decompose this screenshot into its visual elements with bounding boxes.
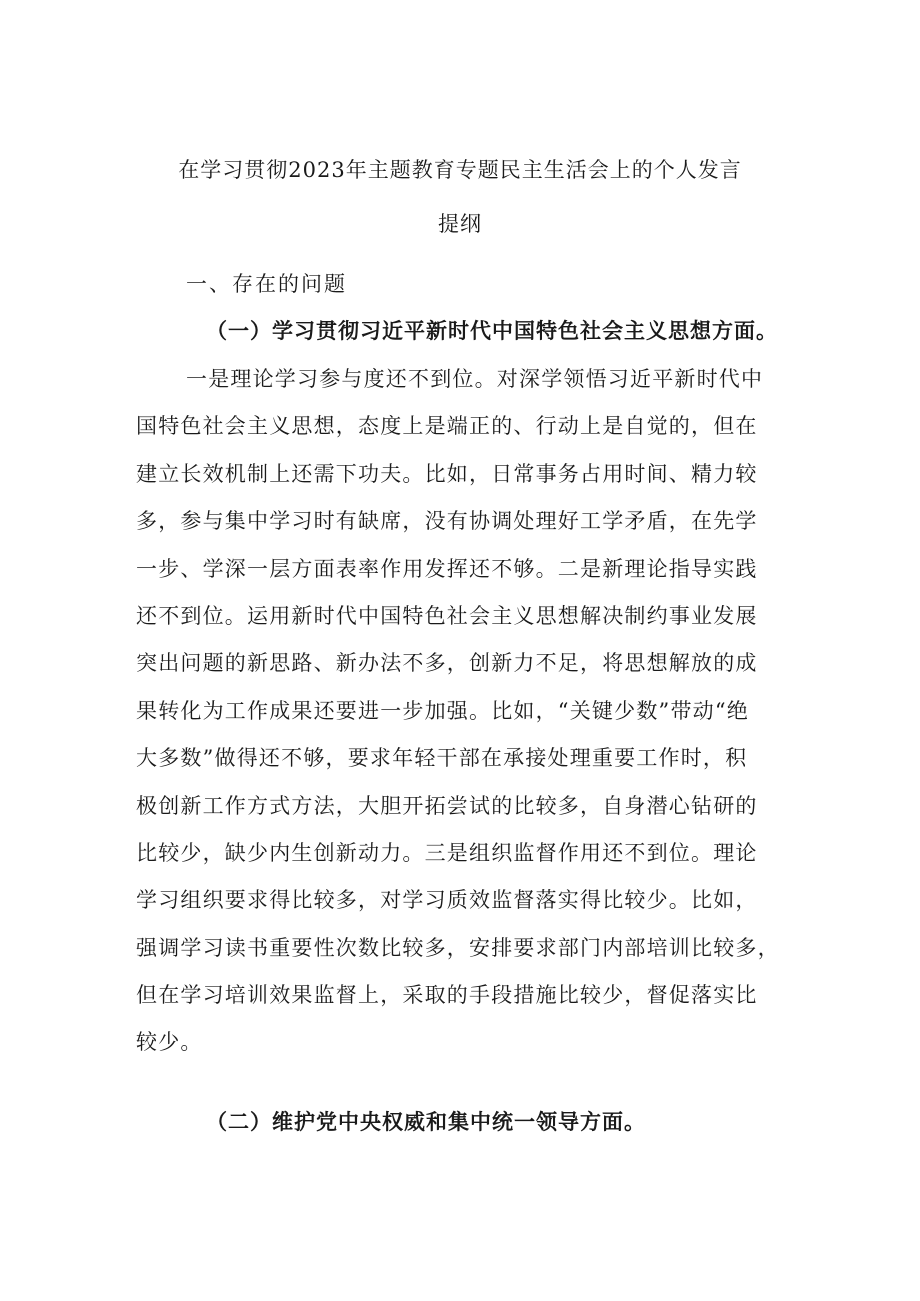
paragraph-line: 但在学习培训效果监督上，采取的手段措施比较少，督促落实比 — [136, 983, 758, 1008]
paragraph-line: 强调学习读书重要性次数比较多，安排要求部门内部培训比较多， — [136, 935, 780, 960]
paragraph-line: 还不到位。运用新时代中国特色社会主义思想解决制约事业发展 — [136, 603, 758, 628]
paragraph-line: 国特色社会主义思想，态度上是端正的、行动上是自觉的，但在 — [136, 414, 758, 439]
section-heading-problems: 一、存在的问题 — [186, 272, 347, 296]
sub-heading-2: （二）维护党中央权威和集中统一领导方面。 — [206, 1109, 646, 1134]
paragraph-line: 一步、学深一层方面表率作用发挥还不够。二是新理论指导实践 — [136, 556, 758, 581]
paragraph-line: 一是理论学习参与度还不到位。对深学领悟习近平新时代中 — [186, 367, 764, 391]
paragraph-line: 较少。 — [136, 1030, 203, 1055]
paragraph-line: 突出问题的新思路、新办法不多，创新力不足，将思想解放的成 — [136, 651, 758, 676]
paragraph-line: 多，参与集中学习时有缺席，没有协调处理好工学矛盾，在先学 — [136, 509, 758, 534]
paragraph-line: 大多数”做得还不够，要求年轻干部在承接处理重要工作时，积 — [136, 746, 748, 771]
paragraph-line: 学习组织要求得比较多，对学习质效监督落实得比较少。比如， — [136, 888, 758, 913]
document-title-line-2: 提纲 — [438, 212, 482, 236]
document-title-line-1: 在学习贯彻2023年主题教育专题民主生活会上的个人发言 — [178, 158, 742, 182]
paragraph-line: 比较少，缺少内生创新动力。三是组织监督作用还不到位。理论 — [136, 840, 758, 865]
paragraph-line: 果转化为工作成果还要进一步加强。比如，“关键少数”带动“绝 — [136, 698, 750, 723]
paragraph-line: 建立长效机制上还需下功夫。比如，日常事务占用时间、精力较 — [136, 461, 758, 486]
sub1-body-paragraph — [136, 362, 796, 1073]
paragraph-line: 极创新工作方式方法，大胆开拓尝试的比较多，自身潜心钻研的 — [136, 793, 758, 818]
sub-heading-1: （一）学习贯彻习近平新时代中国特色社会主义思想方面。 — [206, 318, 778, 343]
